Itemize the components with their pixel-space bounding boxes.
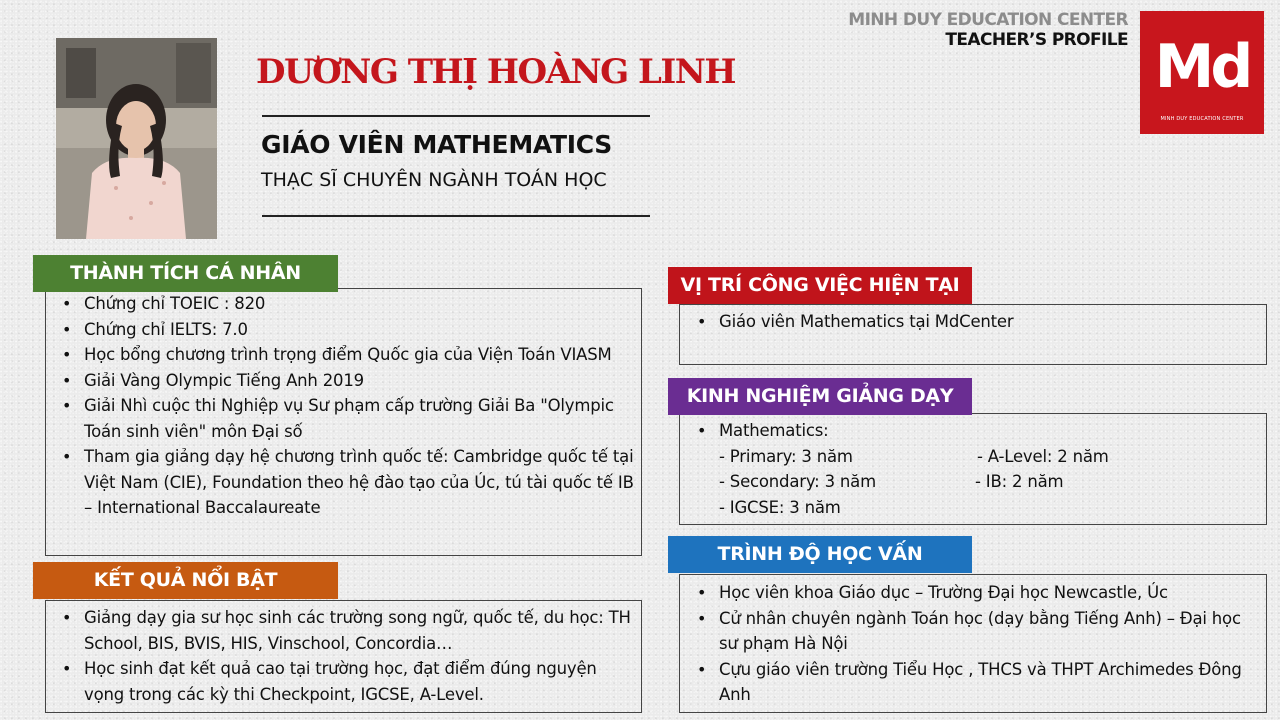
results-header: KẾT QUẢ NỔI BẬT [33,562,338,599]
list-item: • Giáo viên Mathematics tại MdCenter [691,309,1261,335]
achievements-header: THÀNH TÍCH CÁ NHÂN [33,255,338,292]
list-item: • Tham gia giảng dạy hệ chương trình quốc tế: Cambridge quốc tế tại Việt Nam (CIE), Foundation theo hệ đào tạo của Úc, tú tài quốc tế IB – International Baccalaureate [56,444,634,521]
list-item: • Cựu giáo viên trường Tiểu Học , THCS và THPT Archimedes Đông Anh [691,657,1261,708]
current-position-list [691,309,1261,335]
achievements-list [56,291,634,521]
list-item: • Chứng chỉ IELTS: 7.0 [56,317,634,343]
profile-label: TEACHER’S PROFILE [945,30,1128,50]
exp-igcse: - IGCSE: 3 năm [719,498,841,517]
header-divider-bottom [262,215,650,217]
list-item: • Mathematics: [691,418,1261,444]
current-position-header: VỊ TRÍ CÔNG VIỆC HIỆN TẠI [668,267,972,304]
experience-list [691,418,1261,444]
list-item: • Giảng dạy gia sư học sinh các trường song ngữ, quốc tế, du học: TH School, BIS, BVIS, HIS, Vinschool, Concordia… [56,605,634,656]
teacher-name: DƯƠNG THỊ HOÀNG LINH [256,52,735,92]
results-list [56,605,634,707]
education-header: TRÌNH ĐỘ HỌC VẤN [668,536,972,573]
teacher-photo [56,38,217,239]
list-item: • Cử nhân chuyên ngành Toán học (dạy bằng Tiếng Anh) – Đại học sư phạm Hà Nội [691,606,1261,657]
header-divider-top [262,115,650,117]
logo-caption: MINH DUY EDUCATION CENTER [1160,116,1244,122]
education-list [691,580,1261,708]
md-logo [1140,11,1264,134]
exp-alevel: - A-Level: 2 năm [977,447,1109,466]
list-item: • Học sinh đạt kết quả cao tại trường học, đạt điểm đúng nguyện vọng trong các kỳ thi Checkpoint, IGCSE, A-Level. [56,656,634,707]
exp-primary: - Primary: 3 năm [719,447,853,466]
list-item: • Giải Nhì cuộc thi Nghiệp vụ Sư phạm cấp trường Giải Ba "Olympic Toán sinh viên" môn Đại số [56,393,634,444]
center-name: MINH DUY EDUCATION CENTER [848,10,1128,30]
exp-secondary: - Secondary: 3 năm [719,472,876,491]
list-item: • Chứng chỉ TOEIC : 820 [56,291,634,317]
exp-ib: - IB: 2 năm [975,472,1064,491]
teacher-role: GIÁO VIÊN MATHEMATICS [261,130,612,159]
teacher-degree: THẠC SĨ CHUYÊN NGÀNH TOÁN HỌC [261,169,607,191]
list-item: • Giải Vàng Olympic Tiếng Anh 2019 [56,368,634,394]
list-item: • Học bổng chương trình trọng điểm Quốc gia của Viện Toán VIASM [56,342,634,368]
experience-header: KINH NGHIỆM GIẢNG DẠY [668,378,972,415]
logo-mark: Md [1154,32,1250,102]
list-item: • Học viên khoa Giáo dục – Trường Đại học Newcastle, Úc [691,580,1261,606]
